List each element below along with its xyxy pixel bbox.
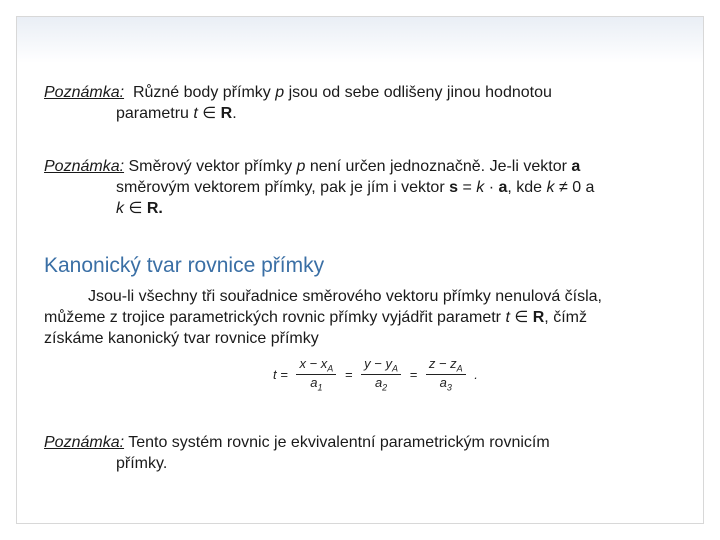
formula-t: t = — [273, 366, 288, 382]
note-2-k2: k — [546, 179, 555, 196]
formula-z-num: z − z — [428, 356, 457, 371]
note-3-label: Poznámka: — [44, 434, 125, 451]
note-2-var-p: p — [296, 158, 306, 175]
note-1-line2-a: parametru — [116, 105, 194, 122]
body-line-1: Jsou-li všechny tři souřadnice směrového vektoru přímky nenulová čísla, — [88, 288, 602, 305]
section-heading: Kanonický tvar rovnice přímky — [44, 254, 325, 277]
note-1-in: ∈ — [197, 105, 221, 122]
note-2-k3: k — [116, 200, 124, 217]
note-2-text-b: není určen jednoznačně. Je-li vektor — [305, 158, 572, 175]
note-2-end: . — [158, 200, 163, 217]
body-in: ∈ — [509, 309, 533, 326]
formula-z-den-sub: 3 — [446, 382, 452, 393]
note-1-label: Poznámka: — [44, 84, 125, 101]
note-1-var-p: p — [275, 84, 285, 101]
note-3-text: Tento systém rovnic je ekvivalentní parametrickým rovnicím — [124, 434, 550, 451]
note-2-a2: a — [498, 179, 508, 196]
note-2-line2-b: , kde — [507, 179, 547, 196]
note-2-a: a — [571, 158, 581, 175]
formula-y-den-sub: 2 — [382, 382, 388, 393]
formula-x-num: x − x — [299, 356, 328, 371]
formula-y-num: y − y — [364, 356, 392, 371]
formula-x-den: a — [310, 374, 318, 390]
note-2-line-2 — [44, 177, 674, 198]
canonical-formula — [270, 356, 481, 402]
note-3-line-2: přímky. — [116, 455, 168, 472]
formula-fraction-x — [296, 356, 336, 392]
note-2-line2-a: směrovým vektorem přímky, pak je jím i vektor — [116, 179, 450, 196]
body-line-3: získáme kanonický tvar rovnice přímky — [44, 330, 319, 347]
note-2-dot: · — [484, 179, 499, 196]
note-2-eq: = — [458, 179, 477, 196]
body-R: R — [532, 309, 545, 326]
note-2 — [44, 156, 674, 219]
formula-eq-1: = — [344, 366, 353, 382]
body-line-2a: můžeme z trojice parametrických rovnic přímky vyjádřit parametr — [44, 309, 506, 326]
note-1 — [44, 82, 674, 124]
body-line-2b: , čímž — [544, 309, 587, 326]
note-1-line-2 — [44, 103, 674, 124]
formula-fraction-z — [426, 356, 466, 392]
note-1-text-a: Různé body přímky — [132, 84, 276, 101]
note-2-R: R — [146, 200, 159, 217]
note-1-text-b: jsou od sebe odlišeny jinou hodnotou — [284, 84, 552, 101]
note-1-R: R — [220, 105, 233, 122]
body-paragraph — [44, 286, 674, 349]
note-2-text-a: Směrový vektor přímky — [124, 158, 297, 175]
note-2-label: Poznámka: — [44, 158, 125, 175]
note-2-s: s — [449, 179, 459, 196]
note-1-end: . — [232, 105, 237, 122]
note-2-k1: k — [476, 179, 485, 196]
formula-z-sub: A — [456, 363, 463, 374]
note-3 — [44, 432, 674, 474]
formula-x-den-sub: 1 — [317, 382, 323, 393]
note-2-neq: ≠ 0 a — [554, 179, 595, 196]
note-2-in: ∈ — [124, 200, 147, 217]
formula-end: . — [474, 366, 478, 382]
formula-z-den: a — [439, 374, 447, 390]
formula-y-sub: A — [391, 363, 398, 374]
formula-x-sub: A — [327, 363, 334, 374]
note-1-var-t: t — [193, 105, 198, 122]
formula-eq-2: = — [409, 366, 418, 382]
body-t: t — [505, 309, 510, 326]
formula-y-den: a — [374, 374, 383, 390]
formula-fraction-y — [361, 356, 401, 392]
note-2-line-3 — [44, 198, 674, 219]
